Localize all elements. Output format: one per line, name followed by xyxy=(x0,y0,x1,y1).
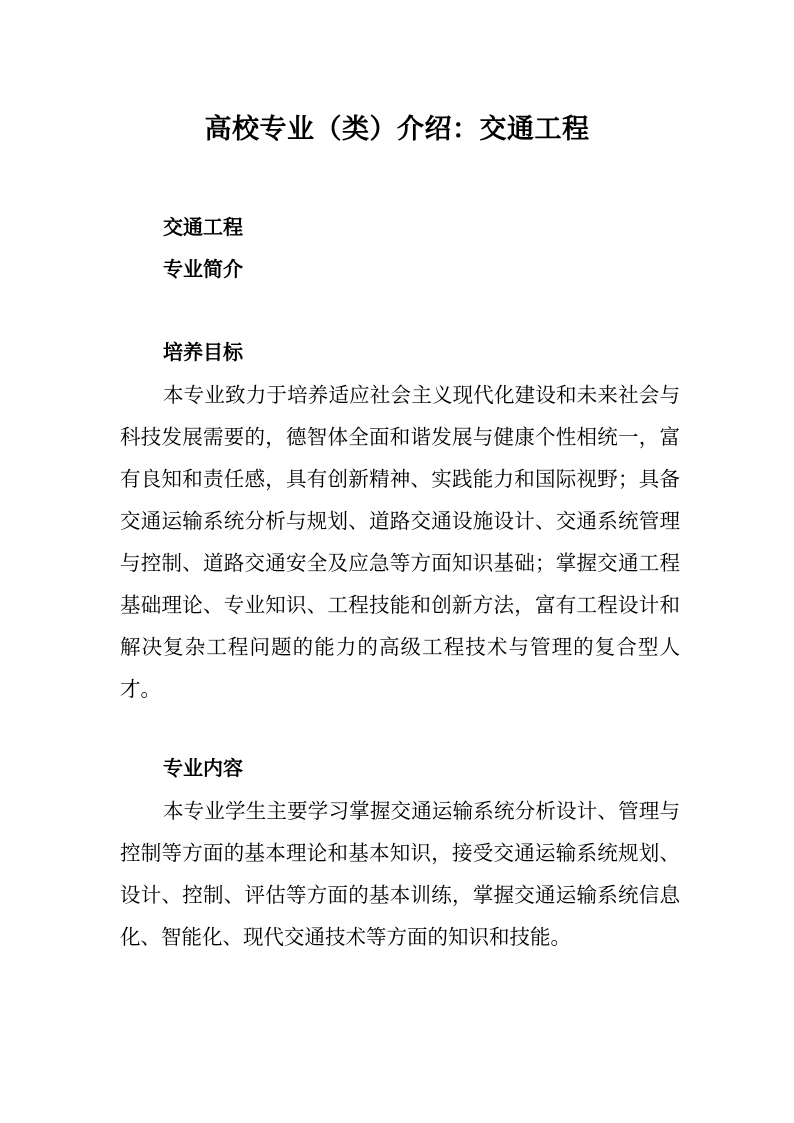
section-goal-heading: 培养目标 xyxy=(163,340,243,364)
goal-paragraph: 本专业致力于培养适应社会主义现代化建设和未来社会与科技发展需要的，德智体全面和谐发展与健康个性相统一，富有良知和责任感，具有创新精神、实践能力和国际视野；具备交通运输系统分析与规划、道路交通设施设计、交通系统管理与控制、道路交通安全及应急等方面知识基础；掌握交通工程基础理论、专业知识、工程技能和创新方法，富有工程设计和解决复杂工程问题的能力的高级工程技术与管理的复合型人才。 xyxy=(120,383,680,701)
section-intro-heading: 专业简介 xyxy=(163,257,243,281)
major-name-heading: 交通工程 xyxy=(163,215,243,239)
page-title: 高校专业（类）介绍：交通工程 xyxy=(204,114,590,145)
content-paragraph: 本专业学生主要学习掌握交通运输系统分析设计、管理与控制等方面的基本理论和基本知识，接受交通运输系统规划、设计、控制、评估等方面的基本训练，掌握交通运输系统信息化、智能化、现代交通技术等方面的知识和技能。 xyxy=(120,799,680,949)
section-content-heading: 专业内容 xyxy=(163,756,243,780)
